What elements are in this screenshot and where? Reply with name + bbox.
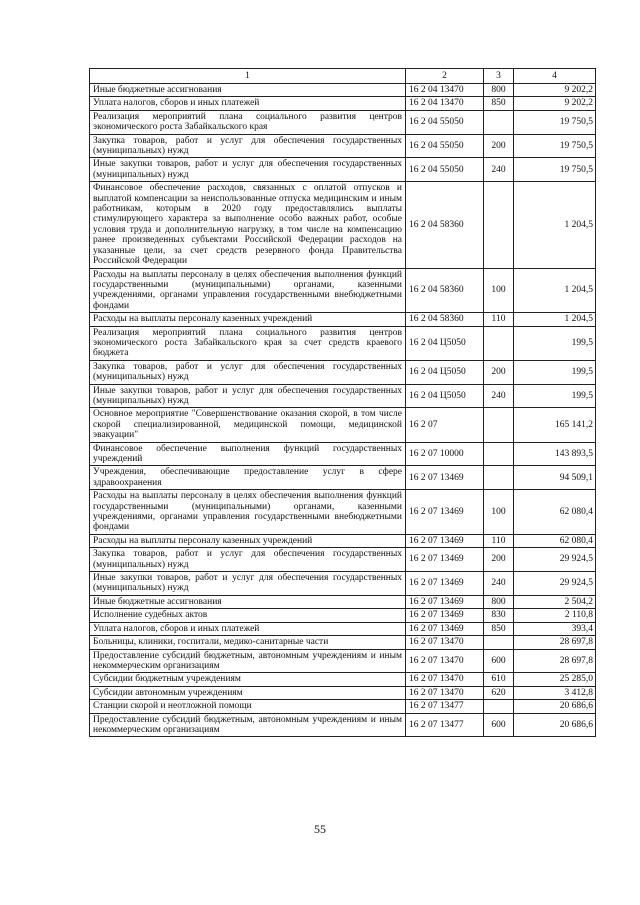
row-name-cell: Основное мероприятие "Совершенствование оказания скорой, в том числе скорой специализированной, медицинской помощи, медицинской эвакуации" — [90, 408, 406, 442]
row-code-cell: 16 2 04 Ц5050 — [406, 384, 484, 408]
table-row — [90, 360, 596, 384]
row-amount-cell: 199,5 — [514, 384, 596, 408]
table-row — [90, 134, 596, 158]
row-name-cell: Иные бюджетные ассигнования — [90, 84, 406, 97]
row-name-cell: Реализация мероприятий плана социального развития центров экономического роста Забайкальского края за счет средств краевого бюджета — [90, 326, 406, 360]
row-name-cell: Субсидии автономным учреждениям — [90, 686, 406, 699]
table-row — [90, 636, 596, 649]
row-expense-type-cell: 800 — [484, 595, 514, 608]
table-row — [90, 442, 596, 466]
row-name-cell: Финансовое обеспечение выполнения функций государственных учреждений — [90, 442, 406, 466]
row-expense-type-cell: 100 — [484, 268, 514, 313]
page-number: 55 — [314, 822, 326, 836]
row-name-cell: Субсидии бюджетным учреждениям — [90, 673, 406, 686]
budget-table-container — [89, 68, 595, 737]
row-name-cell: Предоставление субсидий бюджетным, автономным учреждениям и иным некоммерческим организациям — [90, 649, 406, 673]
row-amount-cell: 19 750,5 — [514, 158, 596, 182]
row-code-cell: 16 2 04 13470 — [406, 84, 484, 97]
row-code-cell: 16 2 04 55050 — [406, 134, 484, 158]
row-code-cell: 16 2 07 13470 — [406, 649, 484, 673]
row-expense-type-cell: 850 — [484, 97, 514, 110]
row-name-cell: Закупка товаров, работ и услуг для обеспечения государственных (муниципальных) нужд — [90, 548, 406, 572]
row-code-cell: 16 2 04 Ц5050 — [406, 360, 484, 384]
row-name-cell: Иные закупки товаров, работ и услуг для обеспечения государственных (муниципальных) нужд — [90, 158, 406, 182]
row-amount-cell: 62 080,4 — [514, 534, 596, 547]
row-expense-type-cell — [484, 442, 514, 466]
row-code-cell: 16 2 07 13477 — [406, 713, 484, 737]
row-expense-type-cell: 600 — [484, 649, 514, 673]
row-code-cell: 16 2 04 58360 — [406, 268, 484, 313]
header-col-1: 1 — [90, 69, 406, 84]
row-name-cell: Расходы на выплаты персоналу казенных учреждений — [90, 313, 406, 326]
header-col-3: 3 — [484, 69, 514, 84]
row-code-cell: 16 2 07 13469 — [406, 548, 484, 572]
row-name-cell: Закупка товаров, работ и услуг для обеспечения государственных (муниципальных) нужд — [90, 134, 406, 158]
row-name-cell: Расходы на выплаты персоналу казенных учреждений — [90, 534, 406, 547]
row-name-cell: Уплата налогов, сборов и иных платежей — [90, 97, 406, 110]
row-expense-type-cell: 600 — [484, 713, 514, 737]
row-expense-type-cell: 200 — [484, 548, 514, 572]
row-code-cell: 16 2 04 Ц5050 — [406, 326, 484, 360]
table-row — [90, 622, 596, 635]
row-code-cell: 16 2 04 58360 — [406, 182, 484, 268]
row-expense-type-cell: 200 — [484, 360, 514, 384]
row-amount-cell: 2 110,8 — [514, 609, 596, 622]
row-amount-cell: 3 412,8 — [514, 686, 596, 699]
table-body — [90, 84, 596, 737]
row-name-cell: Финансовое обеспечение расходов, связанных с оплатой отпусков и выплатой компенсации за неиспользованные отпуска медицинским и иным работникам, которым в 2020 году предоставлялись выплаты стимулирующего характера за выполнение особо важных работ, особые условия труда и дополнительную нагрузку, в том числе на компенсацию ранее произведенных субъектами Российской Федерации расходов на указанные цели, за счет средств резервного фонда Правительства Российской Федерации — [90, 182, 406, 268]
table-row — [90, 158, 596, 182]
table-row — [90, 326, 596, 360]
header-col-2: 2 — [406, 69, 484, 84]
table-row — [90, 572, 596, 596]
row-amount-cell: 199,5 — [514, 360, 596, 384]
table-row — [90, 313, 596, 326]
row-name-cell: Предоставление субсидий бюджетным, автономным учреждениям и иным некоммерческим организациям — [90, 713, 406, 737]
row-expense-type-cell — [484, 700, 514, 713]
row-name-cell: Больницы, клиники, госпитали, медико-санитарные части — [90, 636, 406, 649]
row-amount-cell: 1 204,5 — [514, 313, 596, 326]
row-code-cell: 16 2 07 13469 — [406, 466, 484, 490]
table-row — [90, 548, 596, 572]
row-name-cell: Расходы на выплаты персоналу в целях обеспечения выполнения функций государственными (муниципальными) органами, казенными учреждениями, органами управления государственными внебюджетными фондами — [90, 268, 406, 313]
row-expense-type-cell — [484, 326, 514, 360]
row-expense-type-cell: 850 — [484, 622, 514, 635]
table-row — [90, 182, 596, 268]
row-code-cell: 16 2 04 55050 — [406, 158, 484, 182]
row-code-cell: 16 2 04 55050 — [406, 110, 484, 134]
row-amount-cell: 19 750,5 — [514, 134, 596, 158]
table-row — [90, 84, 596, 97]
table-row — [90, 110, 596, 134]
table-row — [90, 490, 596, 535]
row-code-cell: 16 2 07 13469 — [406, 609, 484, 622]
table-header-row — [90, 69, 596, 84]
row-expense-type-cell — [484, 182, 514, 268]
table-row — [90, 649, 596, 673]
table-row — [90, 408, 596, 442]
row-code-cell: 16 2 04 58360 — [406, 313, 484, 326]
row-amount-cell: 62 080,4 — [514, 490, 596, 535]
row-expense-type-cell: 240 — [484, 572, 514, 596]
row-amount-cell: 2 504,2 — [514, 595, 596, 608]
row-name-cell: Учреждения, обеспечивающие предоставление услуг в сфере здравоохранения — [90, 466, 406, 490]
row-name-cell: Исполнение судебных актов — [90, 609, 406, 622]
row-amount-cell: 9 202,2 — [514, 84, 596, 97]
header-col-4: 4 — [514, 69, 596, 84]
row-expense-type-cell: 830 — [484, 609, 514, 622]
row-amount-cell: 1 204,5 — [514, 182, 596, 268]
table-row — [90, 609, 596, 622]
row-expense-type-cell: 610 — [484, 673, 514, 686]
row-amount-cell: 29 924,5 — [514, 548, 596, 572]
row-code-cell: 16 2 07 13477 — [406, 700, 484, 713]
row-name-cell: Закупка товаров, работ и услуг для обеспечения государственных (муниципальных) нужд — [90, 360, 406, 384]
row-code-cell: 16 2 07 13469 — [406, 622, 484, 635]
row-name-cell: Станции скорой и неотложной помощи — [90, 700, 406, 713]
row-expense-type-cell — [484, 110, 514, 134]
row-name-cell: Уплата налогов, сборов и иных платежей — [90, 622, 406, 635]
row-expense-type-cell: 100 — [484, 490, 514, 535]
table-row — [90, 686, 596, 699]
row-amount-cell: 1 204,5 — [514, 268, 596, 313]
row-code-cell: 16 2 07 13470 — [406, 673, 484, 686]
row-expense-type-cell: 240 — [484, 384, 514, 408]
table-row — [90, 466, 596, 490]
table-row — [90, 713, 596, 737]
row-name-cell: Реализация мероприятий плана социального развития центров экономического роста Забайкальского края — [90, 110, 406, 134]
row-code-cell: 16 2 07 13469 — [406, 595, 484, 608]
row-expense-type-cell: 620 — [484, 686, 514, 699]
row-expense-type-cell — [484, 408, 514, 442]
row-code-cell: 16 2 04 13470 — [406, 97, 484, 110]
budget-table — [89, 68, 596, 737]
row-amount-cell: 19 750,5 — [514, 110, 596, 134]
row-code-cell: 16 2 07 13469 — [406, 490, 484, 535]
table-row — [90, 268, 596, 313]
row-name-cell: Иные бюджетные ассигнования — [90, 595, 406, 608]
row-expense-type-cell: 800 — [484, 84, 514, 97]
table-row — [90, 534, 596, 547]
row-expense-type-cell: 200 — [484, 134, 514, 158]
row-expense-type-cell: 110 — [484, 534, 514, 547]
table-row — [90, 595, 596, 608]
table-row — [90, 673, 596, 686]
row-expense-type-cell: 110 — [484, 313, 514, 326]
row-code-cell: 16 2 07 — [406, 408, 484, 442]
row-amount-cell: 20 686,6 — [514, 713, 596, 737]
row-code-cell: 16 2 07 10000 — [406, 442, 484, 466]
row-amount-cell: 25 285,0 — [514, 673, 596, 686]
row-amount-cell: 143 893,5 — [514, 442, 596, 466]
row-amount-cell: 28 697,8 — [514, 636, 596, 649]
row-name-cell: Иные закупки товаров, работ и услуг для обеспечения государственных (муниципальных) нужд — [90, 572, 406, 596]
row-amount-cell: 20 686,6 — [514, 700, 596, 713]
table-row — [90, 700, 596, 713]
row-amount-cell: 9 202,2 — [514, 97, 596, 110]
row-name-cell: Иные закупки товаров, работ и услуг для обеспечения государственных (муниципальных) нужд — [90, 384, 406, 408]
row-amount-cell: 393,4 — [514, 622, 596, 635]
row-amount-cell: 199,5 — [514, 326, 596, 360]
row-expense-type-cell: 240 — [484, 158, 514, 182]
row-code-cell: 16 2 07 13469 — [406, 572, 484, 596]
row-expense-type-cell — [484, 466, 514, 490]
row-code-cell: 16 2 07 13470 — [406, 686, 484, 699]
row-amount-cell: 28 697,8 — [514, 649, 596, 673]
row-code-cell: 16 2 07 13470 — [406, 636, 484, 649]
row-amount-cell: 29 924,5 — [514, 572, 596, 596]
table-row — [90, 97, 596, 110]
table-row — [90, 384, 596, 408]
row-amount-cell: 165 141,2 — [514, 408, 596, 442]
row-name-cell: Расходы на выплаты персоналу в целях обеспечения выполнения функций государственными (муниципальными) органами, казенными учреждениями, органами управления государственными внебюджетными фондами — [90, 490, 406, 535]
row-expense-type-cell — [484, 636, 514, 649]
row-amount-cell: 94 509,1 — [514, 466, 596, 490]
row-code-cell: 16 2 07 13469 — [406, 534, 484, 547]
